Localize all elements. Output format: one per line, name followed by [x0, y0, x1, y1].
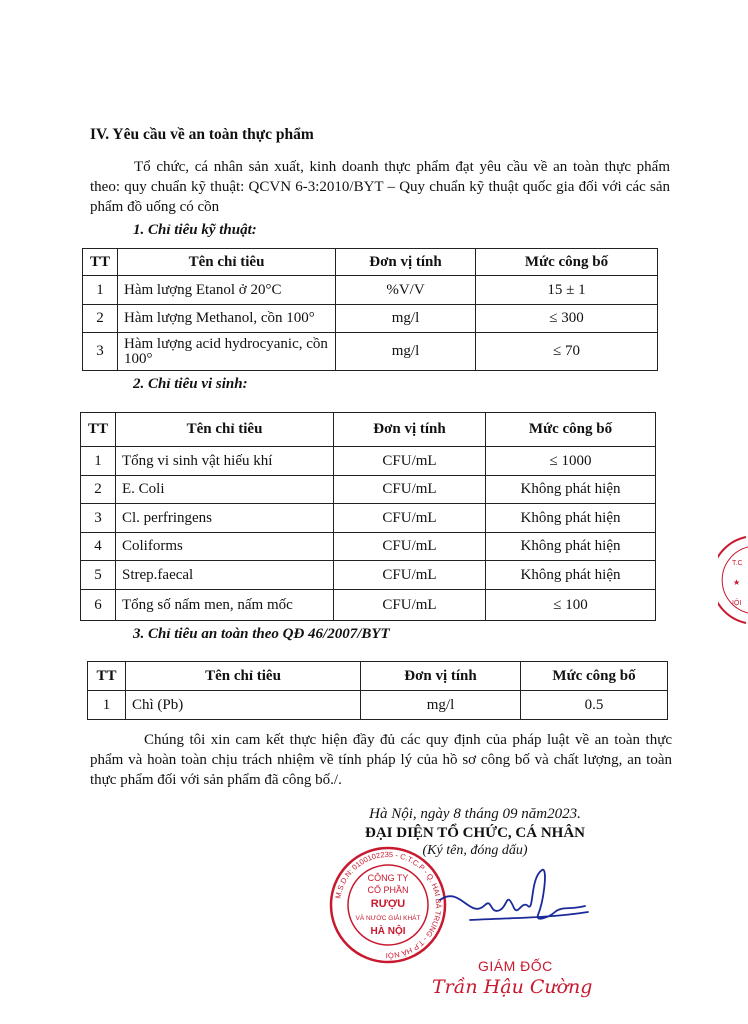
header-tt: TT [83, 249, 118, 276]
header-name: Tên chỉ tiêu [126, 662, 361, 691]
cell-level: ≤ 100 [486, 590, 656, 621]
cell-name: Coliforms [116, 533, 334, 561]
microbiological-criteria-table [80, 412, 656, 621]
cell-unit: mg/l [336, 333, 476, 371]
stamp-edge-mark [718, 535, 748, 625]
cell-tt: 2 [83, 305, 118, 333]
section-title: IV. Yêu cầu về an toàn thực phẩm [90, 126, 314, 143]
cell-unit: CFU/mL [334, 504, 486, 533]
cell-unit: CFU/mL [334, 561, 486, 590]
stamp-line: HÀ NỘI [370, 926, 406, 937]
cell-level: 0.5 [521, 691, 668, 720]
table-row [81, 561, 656, 590]
cell-name: Tổng số nấm men, nấm mốc [116, 590, 334, 621]
cell-unit: CFU/mL [334, 590, 486, 621]
cell-name: Hàm lượng Etanol ở 20°C [118, 276, 336, 305]
table-row [83, 276, 658, 305]
table-row [81, 504, 656, 533]
table-header-row [88, 662, 668, 691]
cell-name: Cl. perfringens [116, 504, 334, 533]
stamp-line: CÔNG TY [367, 873, 409, 883]
cell-tt: 5 [81, 561, 116, 590]
header-unit: Đơn vị tính [334, 413, 486, 447]
cell-name: Hàm lượng acid hydrocyanic, cồn 100° [118, 333, 336, 371]
stamp-line: VÀ NƯỚC GIẢI KHÁT [355, 915, 421, 922]
cell-unit: %V/V [336, 276, 476, 305]
cell-tt: 1 [83, 276, 118, 305]
table-row [81, 590, 656, 621]
director-name: Trần Hậu Cường [432, 976, 593, 998]
cell-level: Không phát hiện [486, 561, 656, 590]
table-row [88, 691, 668, 720]
date-line: Hà Nội, ngày 8 tháng 09 năm2023. [369, 806, 581, 822]
svg-text:T.C: T.C [732, 560, 743, 567]
cell-tt: 3 [81, 504, 116, 533]
cell-name: E. Coli [116, 476, 334, 504]
cell-unit: CFU/mL [334, 476, 486, 504]
sign-note: (Ký tên, đóng dấu) [422, 843, 528, 858]
cell-name: Chì (Pb) [126, 691, 361, 720]
cell-tt: 4 [81, 533, 116, 561]
signature [430, 860, 590, 940]
cell-level: 15 ± 1 [476, 276, 658, 305]
stamp-line: CỔ PHẦN [367, 885, 409, 895]
cell-level: ≤ 1000 [486, 447, 656, 476]
stamp-line: RƯỢU [370, 898, 406, 910]
cell-unit: CFU/mL [334, 447, 486, 476]
table-row [81, 476, 656, 504]
cell-tt: 2 [81, 476, 116, 504]
header-tt: TT [88, 662, 126, 691]
cell-level: ≤ 70 [476, 333, 658, 371]
cell-unit: CFU/mL [334, 533, 486, 561]
cell-tt: 3 [83, 333, 118, 371]
cell-unit: mg/l [361, 691, 521, 720]
table-row [83, 305, 658, 333]
header-unit: Đơn vị tính [361, 662, 521, 691]
cell-tt: 6 [81, 590, 116, 621]
director-title: GIÁM ĐỐC [478, 958, 553, 974]
table-row [83, 333, 658, 371]
header-name: Tên chỉ tiêu [118, 249, 336, 276]
cell-name: Hàm lượng Methanol, cồn 100° [118, 305, 336, 333]
cell-level: Không phát hiện [486, 533, 656, 561]
cell-level: Không phát hiện [486, 476, 656, 504]
table-header-row [81, 413, 656, 447]
header-tt: TT [81, 413, 116, 447]
header-level: Mức công bố [476, 249, 658, 276]
table-row [81, 533, 656, 561]
header-name: Tên chỉ tiêu [116, 413, 334, 447]
cell-name: Strep.faecal [116, 561, 334, 590]
cell-level: ≤ 300 [476, 305, 658, 333]
cell-name: Tổng vi sinh vật hiếu khí [116, 447, 334, 476]
commitment-paragraph: Chúng tôi xin cam kết thực hiện đầy đủ các quy định của pháp luật về an toàn thực phẩm và hoàn toàn chịu trách nhiệm về tính pháp lý của hồ sơ công bố và chất lượng, an toàn thực phẩm đối với sản phẩm đã công bố./. [90, 732, 672, 788]
cell-tt: 1 [81, 447, 116, 476]
safety-criteria-table [87, 661, 668, 720]
header-level: Mức công bố [486, 413, 656, 447]
technical-criteria-table [82, 248, 658, 371]
intro-paragraph: Tổ chức, cá nhân sản xuất, kinh doanh thực phẩm đạt yêu cầu về an toàn thực phẩm theo: quy chuẩn kỹ thuật: QCVN 6-3:2010/BYT – Quy chuẩn kỹ thuật quốc gia đối với các sản phẩm đồ uống có cồn [90, 159, 670, 215]
table3-heading: 3. Chỉ tiêu an toàn theo QĐ 46/2007/BYT [133, 626, 390, 642]
cell-unit: mg/l [336, 305, 476, 333]
header-unit: Đơn vị tính [336, 249, 476, 276]
table-row [81, 447, 656, 476]
table-header-row [83, 249, 658, 276]
header-level: Mức công bố [521, 662, 668, 691]
representative-title: ĐẠI DIỆN TỔ CHỨC, CÁ NHÂN [364, 825, 585, 841]
cell-tt: 1 [88, 691, 126, 720]
svg-text:IỘI: IỘI [732, 600, 742, 607]
svg-text:★: ★ [733, 578, 741, 587]
cell-level: Không phát hiện [486, 504, 656, 533]
stamp-ring-text: M.S.D.N: 0100102235 - C.T.C.P - Q. HAI BÀ TRUNG - T.P HÀ NỘI [333, 849, 444, 961]
table1-heading: 1. Chỉ tiêu kỹ thuật: [133, 222, 257, 238]
table2-heading: 2. Chỉ tiêu vi sinh: [133, 376, 248, 392]
